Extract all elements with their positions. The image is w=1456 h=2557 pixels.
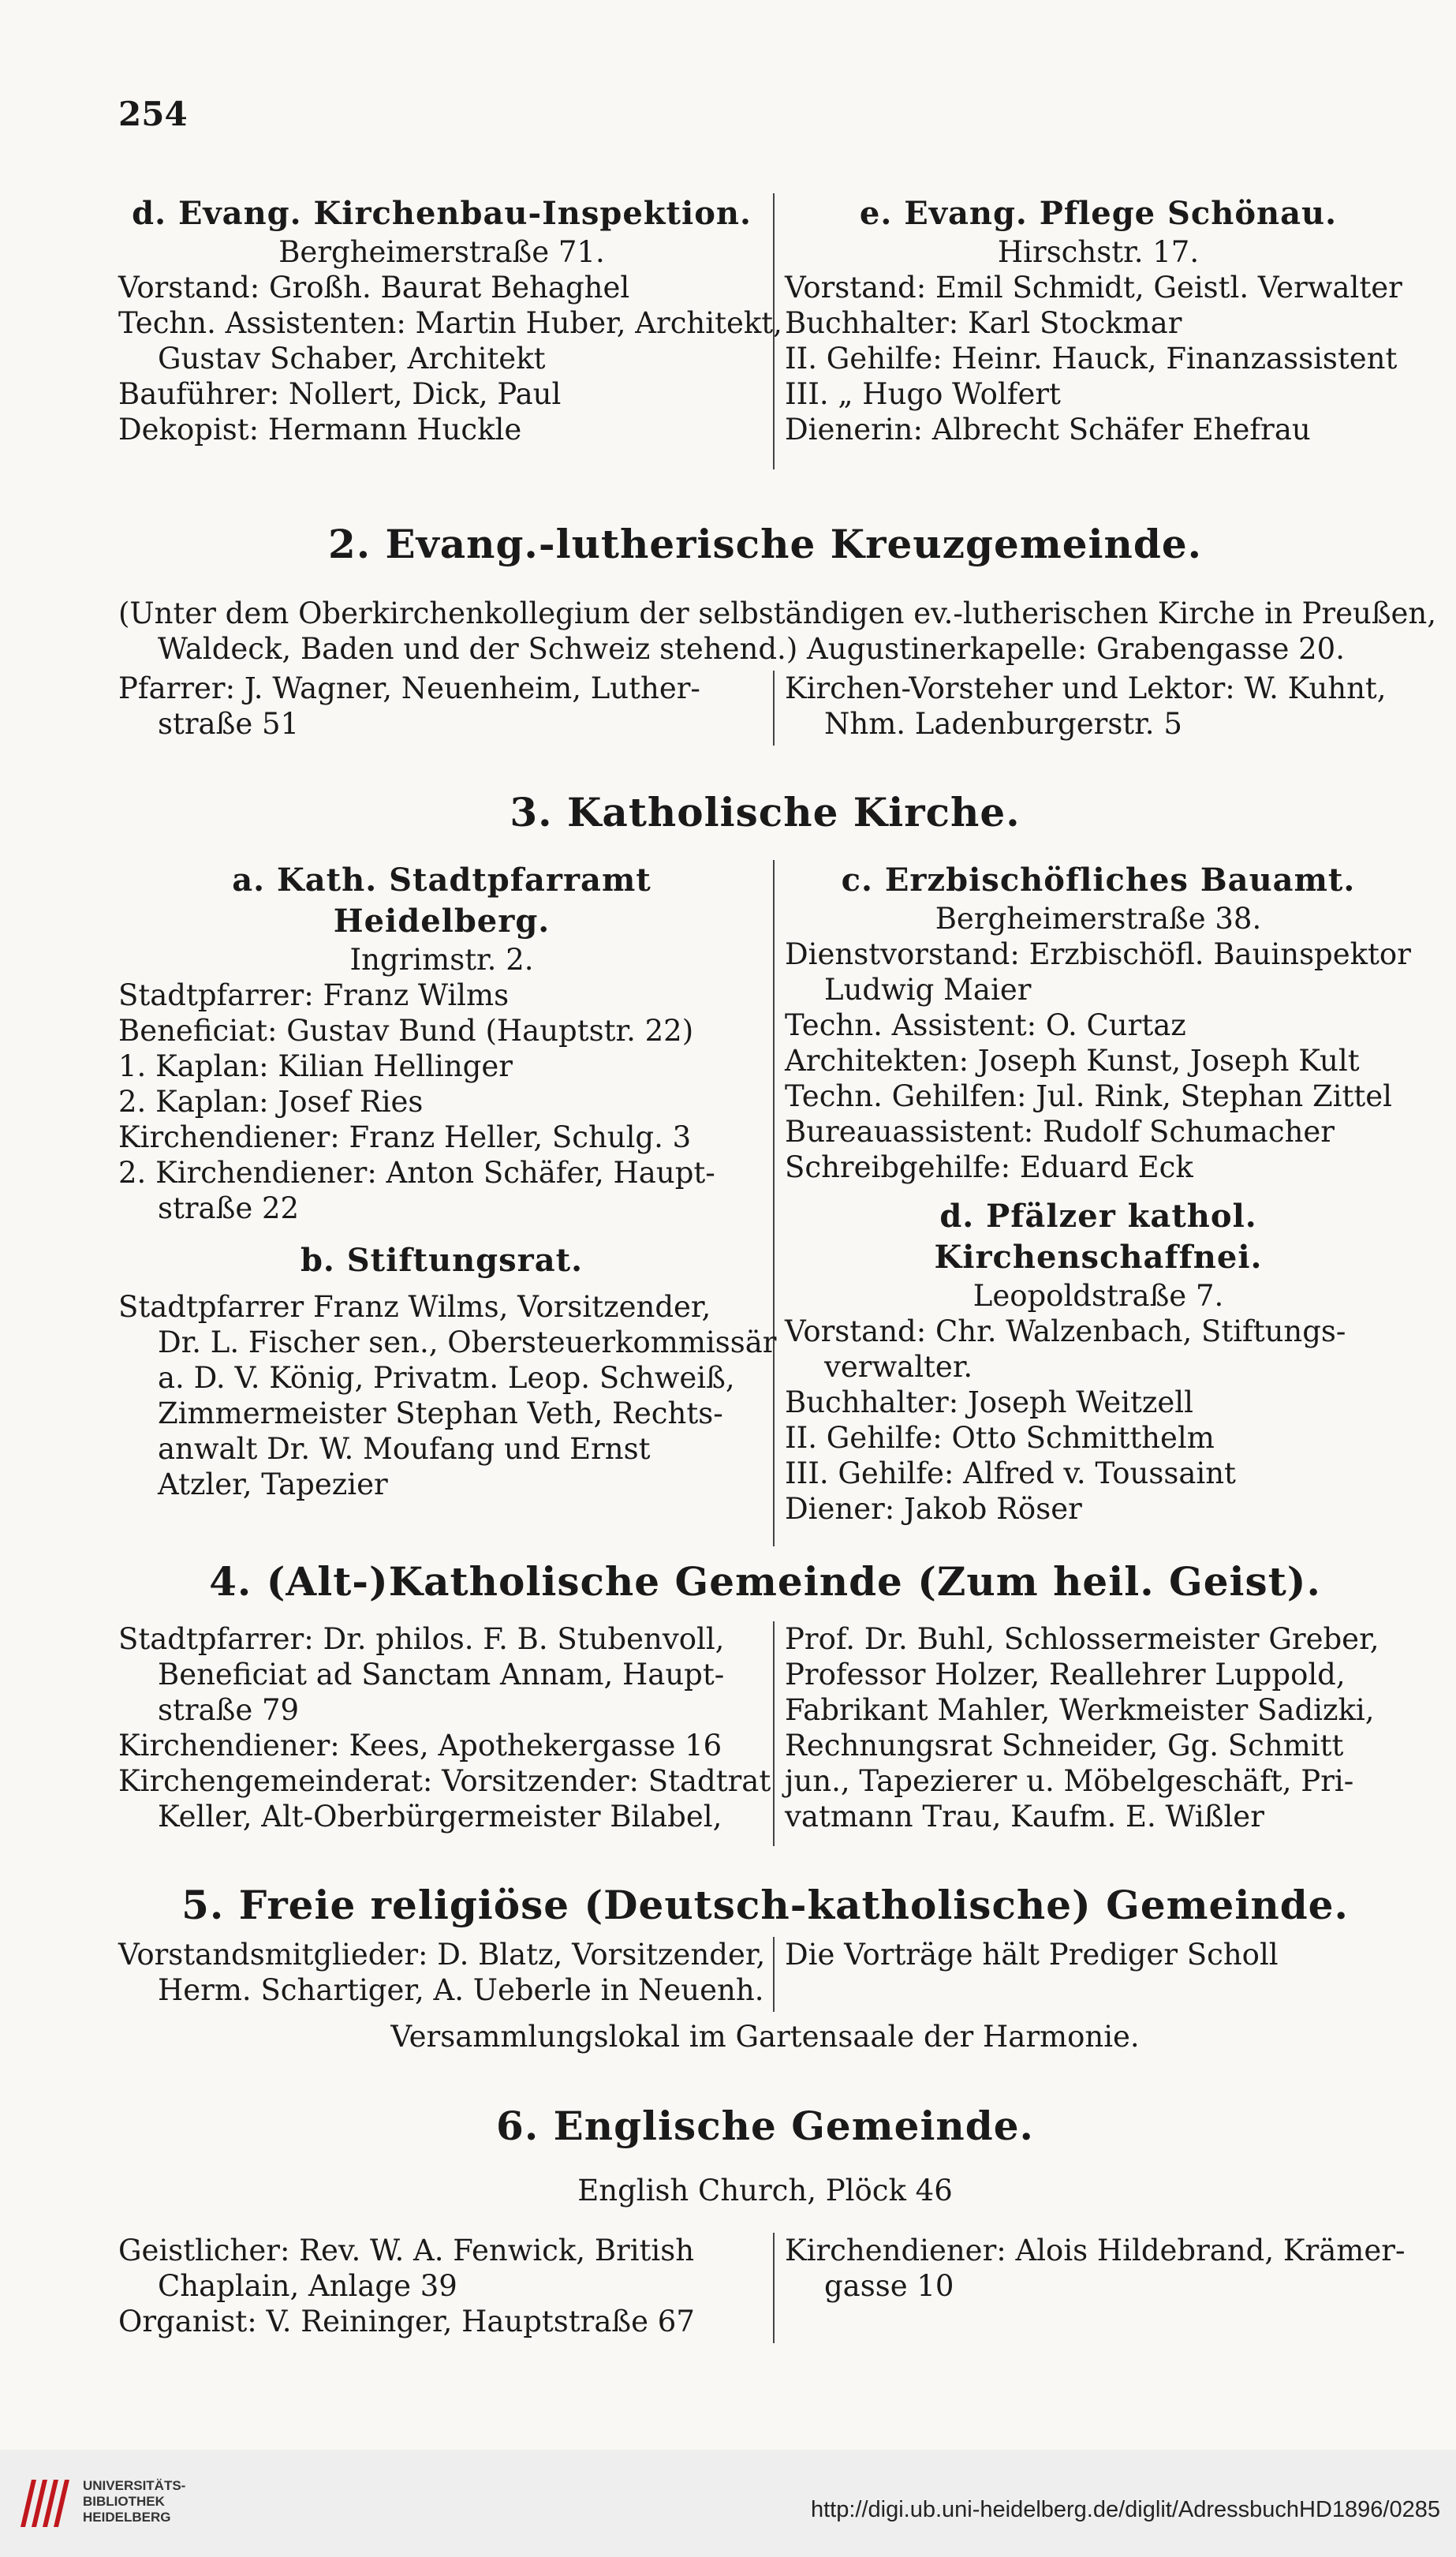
entry-line: Chaplain, Anlage 39 <box>158 2269 457 2303</box>
entry-line: Dekopist: Hermann Huckle <box>118 413 522 447</box>
entry-line: Diener: Jakob Röser <box>785 1492 1082 1526</box>
section6-columns <box>118 2233 1412 2351</box>
entry-line: Techn. Assistent: O. Curtaz <box>785 1008 1186 1042</box>
entry-line: Kirchengemeinderat: Vorsitzender: Stadtrat <box>118 1764 771 1798</box>
section5-columns <box>118 1937 1412 2016</box>
block-kirchenbau-pflege <box>118 193 1412 477</box>
englische-right <box>785 2233 1412 2304</box>
entry-line: anwalt Dr. W. Moufang und Ernst <box>158 1432 651 1466</box>
entry-line: Architekten: Joseph Kunst, Joseph Kult <box>785 1044 1360 1078</box>
section-heading: e. Evang. Pflege Schönau. <box>859 195 1338 232</box>
university-library-logo-icon <box>14 2472 77 2535</box>
entry-line: Ludwig Maier <box>824 973 1032 1007</box>
entry-line: Vorstandsmitglieder: D. Blatz, Vorsitzender, <box>118 1938 766 1972</box>
entry-line: Vorstand: Chr. Walzenbach, Stiftungs- <box>785 1314 1346 1348</box>
entry-line: Stadtpfarrer: Franz Wilms <box>118 978 510 1012</box>
entry-line: Beneficiat ad Sanctam Annam, Haupt- <box>158 1658 725 1692</box>
note-line: Waldeck, Baden und der Schweiz stehend.) Augustinerkapelle: Grabengasse 20. <box>158 632 1345 666</box>
entry-line: Stadtpfarrer: Dr. philos. F. B. Stubenvoll, <box>118 1622 725 1656</box>
section-heading: d. Pfälzer kathol. Kirchenschaffnei. <box>934 1198 1263 1276</box>
entry-line: III. „ Hugo Wolfert <box>785 377 1061 411</box>
section-title: 6. Englische Gemeinde. <box>496 2103 1034 2149</box>
entry-line: Techn. Assistenten: Martin Huber, Architekt, <box>118 306 782 340</box>
entry-line: Kirchendiener: Kees, Apothekergasse 16 <box>118 1729 722 1763</box>
address: Leopoldstraße 7. <box>973 1279 1224 1313</box>
column-divider <box>773 860 775 1546</box>
entry-line: Dienstvorstand: Erzbischöfl. Bauinspektor <box>785 937 1411 971</box>
freireligioes-left <box>118 1937 765 2008</box>
section3-columns <box>118 860 1412 1554</box>
library-name-line: UNIVERSITÄTS- <box>83 2478 186 2493</box>
entry-line: II. Gehilfe: Otto Schmitthelm <box>785 1421 1215 1455</box>
entry-line: Stadtpfarrer Franz Wilms, Vorsitzender, <box>118 1290 711 1324</box>
entry-line: Vorstand: Emil Schmidt, Geistl. Verwalter <box>785 271 1402 305</box>
note-line: (Unter dem Oberkirchenkollegium der selbständigen ev.-lutherischen Kirche in Preußen, <box>118 596 1437 630</box>
entry-line: Kirchen-Vorsteher und Lektor: W. Kuhnt, <box>785 671 1387 705</box>
entry-line: Die Vorträge hält Prediger Scholl <box>785 1938 1279 1972</box>
entry-line: Vorstand: Großh. Baurat Behaghel <box>118 271 630 305</box>
library-name-line: BIBLIOTHEK <box>83 2494 165 2509</box>
entry-line: Techn. Gehilfen: Jul. Rink, Stephan Zittel <box>785 1079 1392 1113</box>
section-heading: d. Evang. Kirchenbau-Inspektion. <box>132 195 752 232</box>
entry-line: II. Gehilfe: Heinr. Hauck, Finanzassistent <box>785 342 1398 376</box>
entry-line: Schreibgehilfe: Eduard Eck <box>785 1150 1193 1184</box>
section-heading: c. Erzbischöfliches Bauamt. <box>841 862 1356 899</box>
entry-line: a. D. V. König, Privatm. Leop. Schweiß, <box>158 1361 735 1395</box>
entry-line: Fabrikant Mahler, Werkmeister Sadizki, <box>785 1693 1375 1727</box>
entry-line: Geistlicher: Rev. W. A. Fenwick, British <box>118 2234 695 2267</box>
entry-line: Atzler, Tapezier <box>158 1467 388 1501</box>
entry-line: Prof. Dr. Buhl, Schlossermeister Greber, <box>785 1622 1379 1656</box>
column-divider <box>773 2233 775 2343</box>
address: Bergheimerstraße 71. <box>278 235 605 269</box>
source-url-link[interactable]: http://digi.ub.uni-heidelberg.de/diglit/AdressbuchHD1896/0285 <box>810 2497 1440 2522</box>
erzbischoefliches-bauamt <box>785 860 1412 1527</box>
kirchenbau-inspektion <box>118 193 782 447</box>
stadtpfarramt <box>118 860 777 1502</box>
englische-left <box>118 2233 765 2339</box>
entry-line: Bureauassistent: Rudolf Schumacher <box>785 1115 1335 1149</box>
entry-line: Herm. Schartiger, A. Ueberle in Neuenh. <box>158 1973 764 2007</box>
entry-line: straße 22 <box>158 1191 300 1225</box>
entry-line: Kirchendiener: Alois Hildebrand, Krämer- <box>785 2234 1406 2267</box>
section4-columns <box>118 1621 1412 1850</box>
entry-line: Zimmermeister Stephan Veth, Rechts- <box>158 1396 723 1430</box>
entry-line: straße 51 <box>158 707 300 741</box>
freireligioes-right <box>785 1937 1412 1972</box>
entry-line: jun., Tapezierer u. Möbelgeschäft, Pri- <box>785 1764 1354 1798</box>
entry-line: Dienerin: Albrecht Schäfer Ehefrau <box>785 413 1311 447</box>
entry-line: Pfarrer: J. Wagner, Neuenheim, Luther- <box>118 671 700 705</box>
pflege-schoenau <box>785 193 1412 447</box>
address: Ingrimstr. 2. <box>349 943 534 977</box>
address: Bergheimerstraße 38. <box>935 902 1262 936</box>
column-divider <box>773 1621 775 1846</box>
entry-line: 1. Kaplan: Kilian Hellinger <box>118 1049 513 1083</box>
section-heading: b. Stiftungsrat. <box>300 1242 584 1279</box>
entry-line: Gustav Schaber, Architekt <box>158 342 546 376</box>
footer-bar <box>0 2450 1456 2557</box>
entry-line: Kirchendiener: Franz Heller, Schulg. 3 <box>118 1120 692 1154</box>
column-divider <box>773 671 775 746</box>
vorsteher-entry <box>785 671 1412 742</box>
entry-line: gasse 10 <box>824 2269 954 2303</box>
entry-line: vatmann Trau, Kaufm. E. Wißler <box>785 1800 1264 1834</box>
altkatholisch-left <box>118 1621 771 1834</box>
entry-line: Beneficiat: Gustav Bund (Hauptstr. 22) <box>118 1014 694 1048</box>
entry-line: Keller, Alt-Oberbürgermeister Bilabel, <box>158 1800 722 1834</box>
entry-line: Organist: V. Reininger, Hauptstraße 67 <box>118 2305 695 2338</box>
entry-line: Rechnungsrat Schneider, Gg. Schmitt <box>785 1729 1344 1763</box>
church-address: English Church, Plöck 46 <box>577 2174 953 2207</box>
meeting-place: Versammlungslokal im Gartensaale der Harmonie. <box>390 2020 1140 2054</box>
entry-line: III. Gehilfe: Alfred v. Toussaint <box>785 1456 1236 1490</box>
altkatholisch-right <box>785 1621 1412 1834</box>
entry-line: Buchhalter: Karl Stockmar <box>785 306 1182 340</box>
entry-line: Buchhalter: Joseph Weitzell <box>785 1385 1193 1419</box>
section2-columns <box>118 671 1412 750</box>
section-title: 5. Freie religiöse (Deutsch-katholische) Gemeinde. <box>181 1882 1349 1928</box>
entry-line: 2. Kaplan: Josef Ries <box>118 1085 424 1119</box>
library-name-line: HEIDELBERG <box>83 2510 171 2525</box>
section-title: 4. (Alt-)Katholische Gemeinde (Zum heil. Geist). <box>209 1558 1321 1605</box>
entry-line: Nhm. Ladenburgerstr. 5 <box>824 707 1182 741</box>
entry-line: Dr. L. Fischer sen., Obersteuerkommissär <box>158 1325 777 1359</box>
entry-line: straße 79 <box>158 1693 300 1727</box>
section-title: 2. Evang.-lutherische Kreuzgemeinde. <box>327 521 1203 567</box>
entry-line: Professor Holzer, Reallehrer Luppold, <box>785 1658 1346 1692</box>
section-heading: a. Kath. Stadtpfarramt Heidelberg. <box>232 862 651 940</box>
section-title: 3. Katholische Kirche. <box>510 789 1021 836</box>
column-divider <box>773 1937 775 2012</box>
section-note <box>118 596 1437 667</box>
entry-line: Bauführer: Nollert, Dick, Paul <box>118 377 562 411</box>
page-number: 254 <box>118 95 188 133</box>
entry-line: verwalter. <box>824 1350 973 1384</box>
library-name <box>83 2478 185 2525</box>
entry-line: 2. Kirchendiener: Anton Schäfer, Haupt- <box>118 1156 715 1190</box>
pfarrer-entry <box>118 671 765 742</box>
address: Hirschstr. 17. <box>997 235 1200 269</box>
